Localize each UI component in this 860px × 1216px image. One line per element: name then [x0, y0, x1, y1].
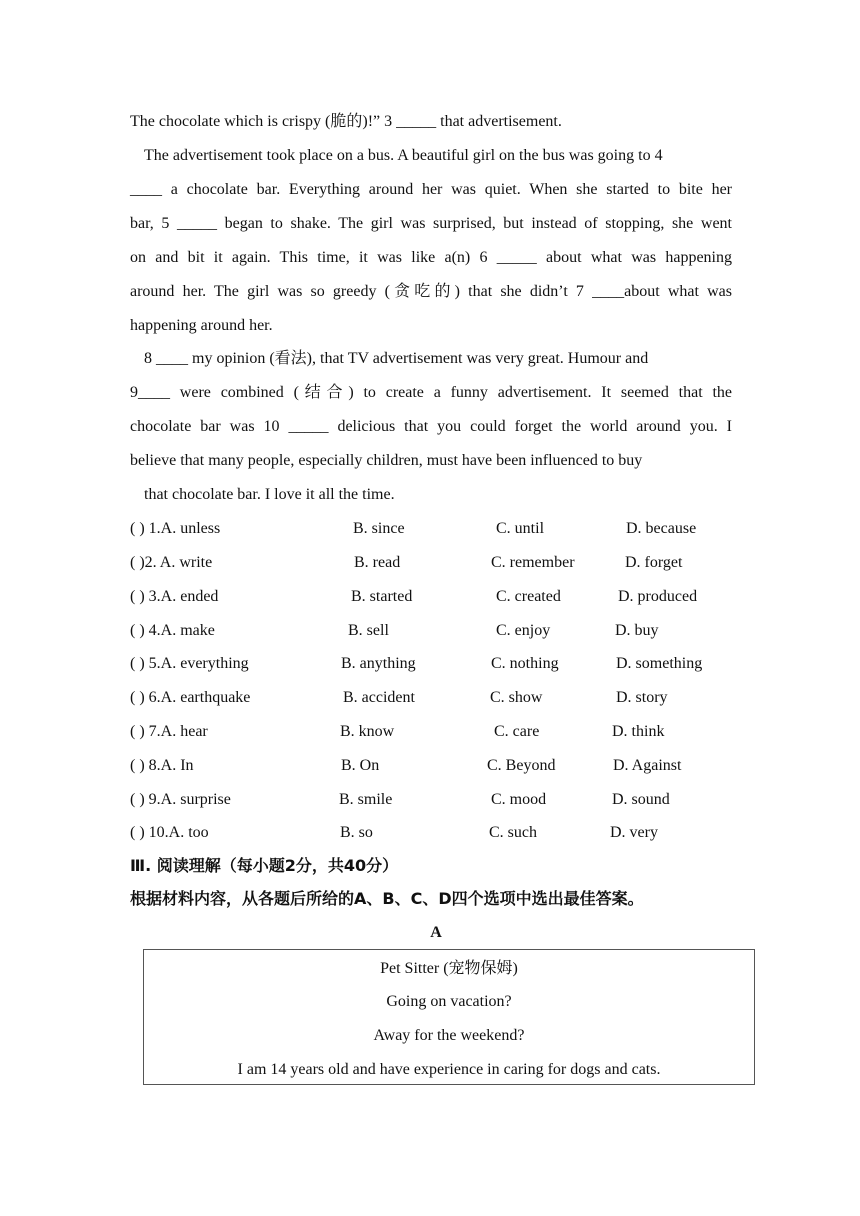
option-d: D. because	[626, 520, 697, 537]
passage-line-5: on and bit it again. This time, it was like a(n) 6 _____ about what was happening	[130, 249, 732, 266]
passage-line-4: bar, 5 _____ began to shake. The girl was surprised, but instead of stopping, she went	[130, 215, 732, 232]
option-b: B. anything	[341, 655, 416, 672]
ad-line-2: Away for the weekend?	[373, 1027, 525, 1044]
passage-line-9: 9____ were combined (结合) to create a funny advertisement. It seemed that the	[130, 384, 732, 401]
option-d: D. think	[612, 723, 665, 740]
question-stem: ( ) 10.A. too	[130, 824, 209, 841]
option-b: B. read	[354, 554, 401, 571]
option-b: B. smile	[339, 791, 393, 808]
option-c: C. until	[496, 520, 545, 537]
ad-line-1: Going on vacation?	[386, 993, 512, 1010]
question-stem: ( ) 6.A. earthquake	[130, 689, 251, 706]
option-b: B. since	[353, 520, 405, 537]
section-heading: Ⅲ. 阅读理解（每小题2分，共40分）	[130, 856, 399, 875]
option-c: C. enjoy	[496, 622, 551, 639]
passage-line-6: around her. The girl was so greedy (贪吃的) that she didn’t 7 ____about what was	[130, 283, 732, 300]
option-b: B. sell	[348, 622, 389, 639]
passage-line-2: The advertisement took place on a bus. A beautiful girl on the bus was going to 4	[144, 147, 663, 164]
pet-sitter-ad-box	[143, 949, 755, 1085]
question-row-2	[130, 553, 750, 575]
option-b: B. so	[340, 824, 373, 841]
passage-line-1: The chocolate which is crispy (脆的)!” 3 _____ that advertisement.	[130, 113, 562, 130]
section-instruction: 根据材料内容，从各题后所给的A、B、C、D四个选项中选出最佳答案。	[130, 889, 644, 908]
question-stem: ( )2. A. write	[130, 554, 213, 571]
question-row-1	[130, 519, 750, 541]
option-c: C. such	[489, 824, 537, 841]
question-row-8	[130, 756, 750, 778]
option-d: D. story	[616, 689, 668, 706]
option-d: D. something	[616, 655, 703, 672]
option-c: C. remember	[491, 554, 575, 571]
question-stem: ( ) 9.A. surprise	[130, 791, 231, 808]
option-d: D. Against	[613, 757, 682, 774]
question-stem: ( ) 5.A. everything	[130, 655, 249, 672]
ad-line-3: I am 14 years old and have experience in caring for dogs and cats.	[237, 1061, 661, 1078]
option-c: C. Beyond	[487, 757, 556, 774]
passage-line-12: that chocolate bar. I love it all the time.	[144, 486, 395, 503]
question-row-6	[130, 688, 750, 710]
passage-line-11: believe that many people, especially children, must have been influenced to buy	[130, 452, 643, 469]
question-stem: ( ) 4.A. make	[130, 622, 215, 639]
question-stem: ( ) 7.A. hear	[130, 723, 208, 740]
question-row-9	[130, 790, 750, 812]
option-c: C. care	[494, 723, 540, 740]
option-d: D. forget	[625, 554, 683, 571]
passage-line-10: chocolate bar was 10 _____ delicious that you could forget the world around you. I	[130, 418, 732, 435]
passage-line-8: 8 ____ my opinion (看法), that TV advertisement was very great. Humour and	[144, 350, 649, 367]
question-stem: ( ) 1.A. unless	[130, 520, 221, 537]
question-row-7	[130, 722, 750, 744]
option-d: D. very	[610, 824, 658, 841]
question-stem: ( ) 3.A. ended	[130, 588, 219, 605]
option-d: D. sound	[612, 791, 670, 808]
option-c: C. mood	[491, 791, 547, 808]
option-d: D. buy	[615, 622, 659, 639]
option-c: C. nothing	[491, 655, 559, 672]
passage-line-3: ____ a chocolate bar. Everything around her was quiet. When she started to bite her	[130, 181, 732, 198]
part-label: A	[430, 924, 442, 941]
question-row-5	[130, 654, 750, 676]
passage-line-7: happening around her.	[130, 317, 273, 334]
question-row-4	[130, 621, 750, 643]
option-c: C. created	[496, 588, 561, 605]
question-row-10	[130, 823, 750, 845]
question-stem: ( ) 8.A. In	[130, 757, 194, 774]
option-d: D. produced	[618, 588, 698, 605]
option-c: C. show	[490, 689, 543, 706]
option-b: B. know	[340, 723, 395, 740]
question-row-3	[130, 587, 750, 609]
option-b: B. started	[351, 588, 413, 605]
option-b: B. On	[341, 757, 380, 774]
ad-title: Pet Sitter (宠物保姆)	[380, 960, 518, 977]
option-b: B. accident	[343, 689, 415, 706]
